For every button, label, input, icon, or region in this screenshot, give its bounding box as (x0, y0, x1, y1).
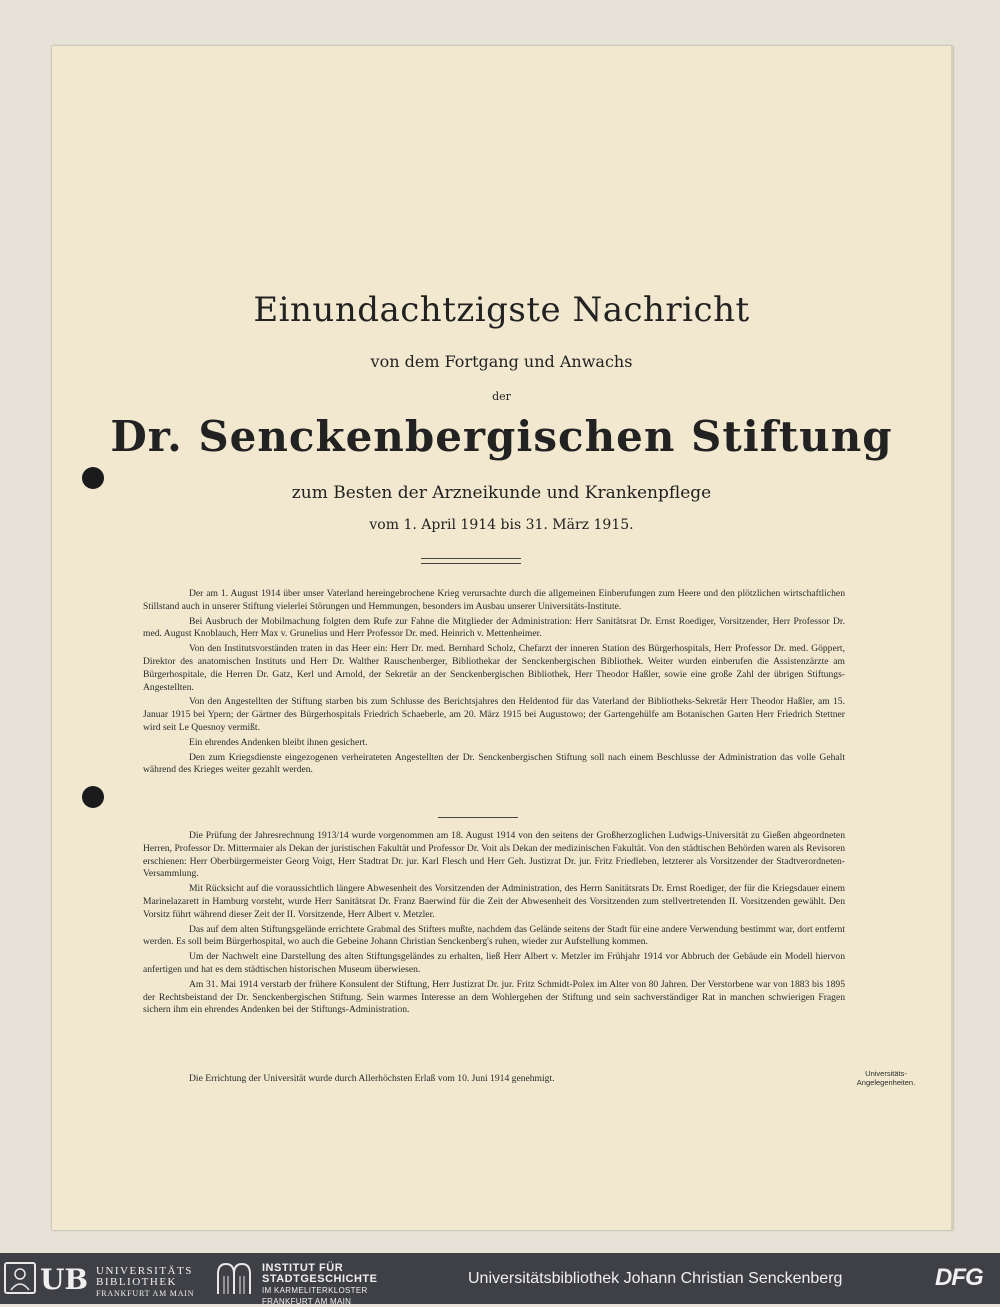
paragraph: Von den Angestellten der Stiftung starben bis zum Schlusse des Berichtsjahres den Heldentod für das Vaterland der Bibliotheks-Sekretär Herr Theodor Haßler, am 15. Januar 1915 bei Ypern; der Gärtner des Bürgerhospitals Friedrich Schaeberle, am 20. März 1915 bei Augustowo; der Gartengehülfe am Botanischen Garten Herr Friedrich Stettner wird seit Le Quesnoy vermißt. (143, 696, 845, 733)
isg-logo-icon[interactable] (214, 1260, 254, 1296)
margin-note: Universitäts-Angelegenheiten. (856, 1069, 916, 1087)
section-war-report (143, 588, 845, 779)
paragraph: Ein ehrendes Andenken bleibt ihnen gesichert. (189, 736, 368, 748)
ub-line: UNIVERSITÄTS (96, 1265, 193, 1277)
document-der: der (492, 390, 511, 403)
library-link[interactable]: Universitätsbibliothek Johann Christian Senckenberg (468, 1270, 843, 1287)
isg-line: IM KARMELITERKLOSTER (262, 1286, 368, 1295)
paragraph: Das auf dem alten Stiftungsgelände errichtete Grabmal des Stifters mußte, nachdem das Gelände seitens der Stadt für eine andere Verwendung bestimmt war, dort entfernt werden. Es soll beim Bürgerhospital, wo auch die Gebeine Johann Christian Senckenberg's ruhen, wieder zur Aufstellung kommen. (143, 923, 845, 948)
document-purpose: zum Besten der Arzneikunde und Krankenpflege (291, 483, 712, 503)
isg-name (262, 1263, 377, 1307)
paragraph: Von den Institutsvorständen traten in das Heer ein: Herr Dr. med. Bernhard Scholz, Chefarzt der inneren Station des Bürgerhospitals, Herr Professor Dr. med. Göppert, Direktor des anatomischen Instituts und Herr Dr. Walther Rauschenberger, Bibliothekar der Senckenbergischen Bibliothek. Weiter wurden einberufen die Assistenzärzte am Bürgerhospitale, die Herren Dr. Gatz, Kerl und Arnold, der Sekretär an der Senckenbergischen Bibliothek, Herr Theodor Haßler, sowie eine große Zahl der übrigen Stiftungs-Angestellten. (143, 643, 845, 693)
paragraph: Den zum Kriegsdienste eingezogenen verheirateten Angestellten der Dr. Senckenbergischen Stiftung soll nach einem Beschlusse der Administration das volle Gehalt während des Krieges weiter gezahlt werden. (143, 751, 845, 776)
dfg-logo[interactable]: DFG (935, 1264, 983, 1291)
isg-line: INSTITUT FÜR (262, 1262, 344, 1274)
university-note: Die Errichtung der Universität wurde durch Allerhöchsten Erlaß vom 10. Juni 1914 genehmigt. (189, 1073, 555, 1084)
ub-name (96, 1266, 194, 1299)
double-divider (421, 558, 521, 564)
ub-line: FRANKFURT AM MAIN (96, 1289, 195, 1298)
paragraph: Die Prüfung der Jahresrechnung 1913/14 wurde vorgenommen am 18. August 1914 von den seitens der Großherzoglichen Ludwigs-Universität zu Gießen abgeordneten Herren, Professor Dr. Mittermaier als Dekan der juristischen Fakultät und Professor Dr. Voit als Dekan der medizinischen Fakultät. Von den städtischen Behörden waren als Revisoren erschienen: Herr Oberbürgermeister Georg Voigt, Herr Stadtrat Dr. jur. Karl Flesch und Herr Geh. Justizrat Dr. jur. Fritz Friedleben, letzterer als Vorsitzender der Stadtverordneten-Versammlung. (143, 830, 845, 880)
punch-hole (82, 786, 104, 808)
institution-title: Dr. Senckenbergischen Stiftung (110, 412, 893, 461)
isg-line: FRANKFURT AM MAIN (262, 1297, 352, 1306)
document-period: vom 1. April 1914 bis 31. März 1915. (369, 517, 634, 533)
ub-logo-text[interactable]: UB (40, 1263, 89, 1296)
section-administration-report (143, 830, 845, 1019)
paragraph: Mit Rücksicht auf die voraussichtlich längere Abwesenheit des Vorsitzenden der Administration, des Herrn Sanitätsrats Dr. Ernst Roediger, der für die Kriegsdauer einem Marinelazarett in Hamburg vorsteht, wurde Herr Sanitätsrat Dr. Franz Baerwind für die Zeit der Abwesenheit des Vorsitzenden zum stellvertretenden II. Vorsitzenden gewählt. Den Vorsitz führt während dieser Zeit der II. Vorsitzende, Herr Albert v. Metzler. (143, 883, 845, 920)
ub-logo-icon[interactable] (4, 1262, 36, 1294)
isg-line: STADTGESCHICHTE (262, 1273, 378, 1285)
section-divider (438, 817, 518, 818)
portrait-icon (6, 1264, 34, 1292)
document-subheading: von dem Fortgang und Anwachs (370, 352, 633, 371)
paragraph: Um der Nachwelt eine Darstellung des alten Stiftungsgeländes zu erhalten, ließ Herr Albert v. Metzler im Frühjahr 1914 vor Abbruch der Gebäude ein Modell hiervon anfertigen und hat es dem städtischen historischen Museum überwiesen. (143, 951, 845, 975)
paragraph: Am 31. Mai 1914 verstarb der frühere Konsulent der Stiftung, Herr Justizrat Dr. jur. Fritz Schmidt-Polex im Alter von 80 Jahren. Der Verstorbene war von 1883 bis 1895 der Rechtsbeistand der Dr. Senckenbergischen Stiftung. Sein warmes Interesse an dem Wohlergehen der Stiftung und sein sachverständiger Rat in manchen schwierigen Fragen sichern ihm ein ehrendes Andenken bei der Stiftungs-Administration. (143, 978, 845, 1016)
document-heading: Einundachtzigste Nachricht (253, 290, 750, 330)
paragraph: Bei Ausbruch der Mobilmachung folgten dem Rufe zur Fahne die Mitglieder der Administration: Herr Sanitätsrat Dr. Ernst Roediger, Vorsitzender, Herr Professor Dr. med. August Knoblauch, Herr Max v. Grunelius und Herr Professor Dr. med. Heinrich v. Mettenheimer. (143, 615, 845, 640)
paragraph: Der am 1. August 1914 über unser Vaterland hereingebrochene Krieg verursachte durch die allgemeinen Einberufungen zum Heere und den plötzlichen wirtschaftlichen Stillstand auch in unserer Stiftung vielerlei Störungen und Hemmungen, besonders im Ausbau unserer Universitäts-Institute. (143, 588, 845, 612)
ub-line: BIBLIOTHEK (96, 1276, 177, 1288)
